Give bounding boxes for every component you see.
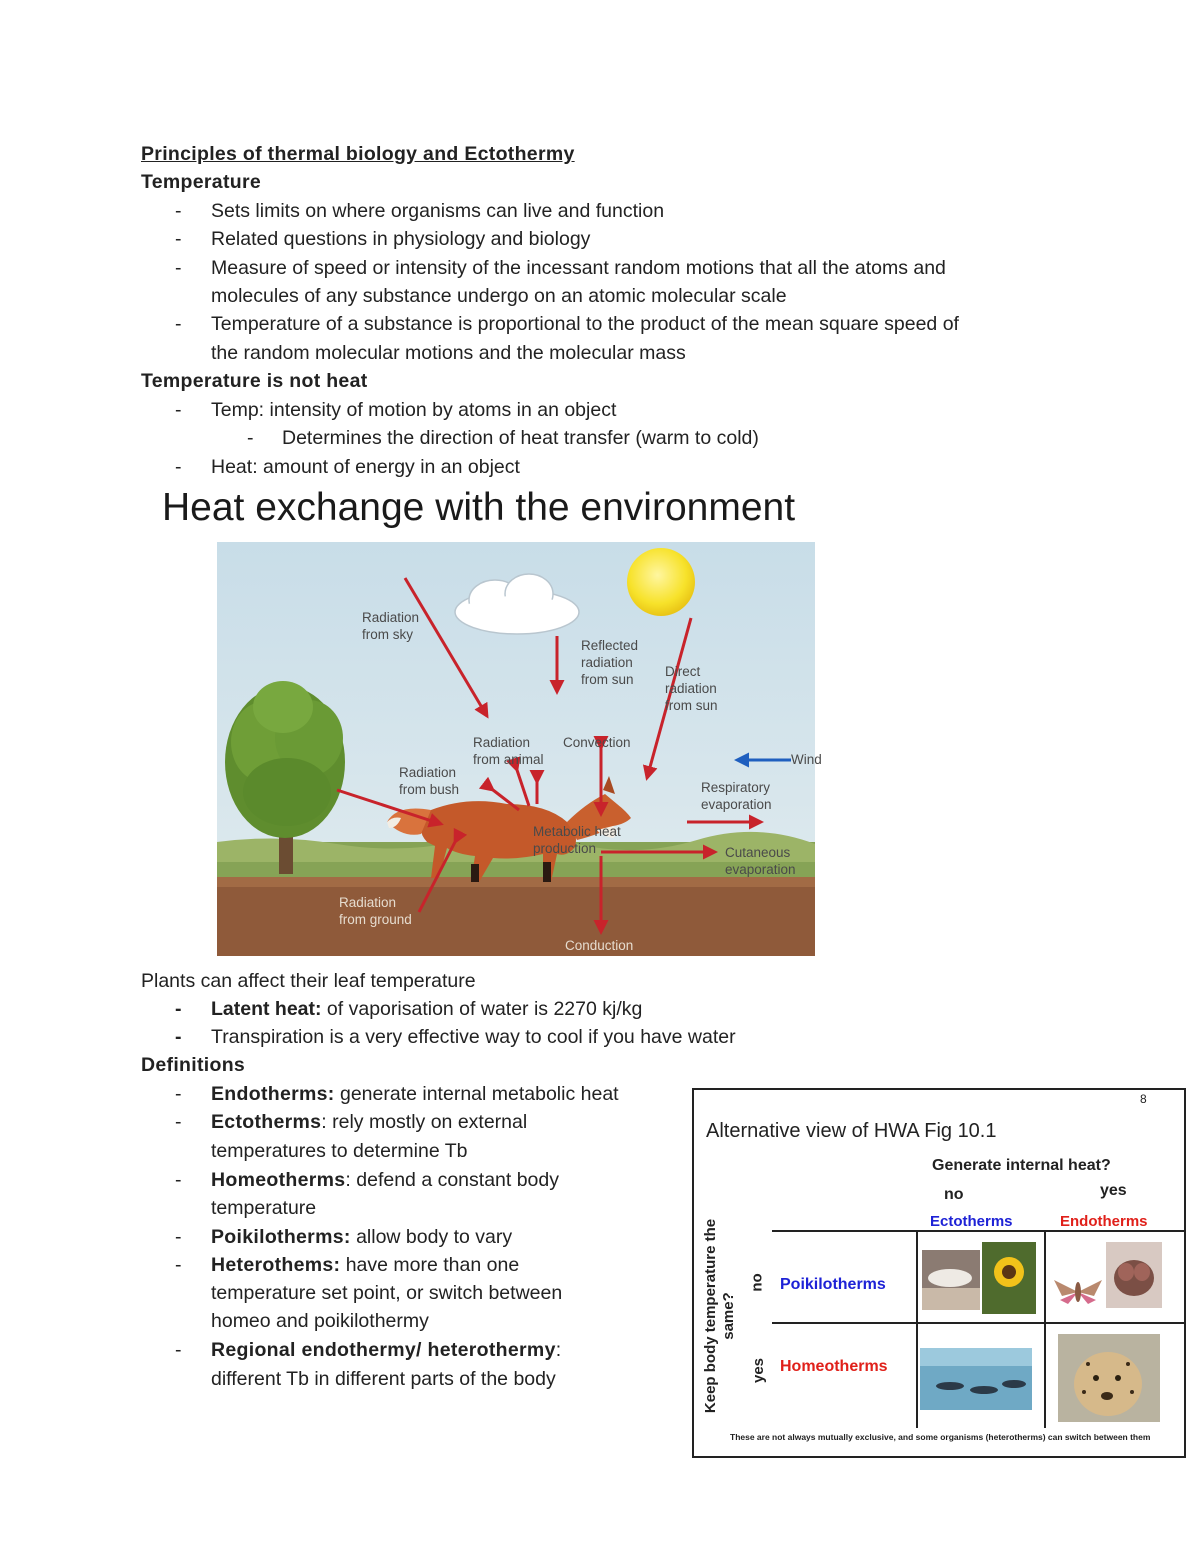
- grid-line: [772, 1230, 1186, 1232]
- label-respiratory: evaporation: [701, 797, 772, 812]
- temperature-bullet: Temperature of a substance is proportional to the product of the mean square speed of: [211, 313, 959, 335]
- sun-icon: [627, 548, 695, 616]
- def-text-cont: temperature set point, or switch between: [211, 1282, 563, 1304]
- def-label: Heterothems:: [211, 1254, 341, 1276]
- lizard-photo: [922, 1250, 980, 1310]
- label-metabolic: production: [533, 841, 597, 856]
- generate-heat-label: Generate internal heat?: [932, 1157, 1111, 1174]
- def-text-cont: homeo and poikilothermy: [211, 1310, 429, 1332]
- def-label: Poikilotherms:: [211, 1226, 351, 1248]
- temperature-bullet: Related questions in physiology and biology: [211, 228, 591, 250]
- label-respiratory: Respiratory: [701, 780, 771, 795]
- latent-heat-text: of vaporisation of water is 2270 kj/kg: [321, 998, 643, 1020]
- grid-line: [1044, 1230, 1046, 1428]
- label-direct: from sun: [665, 698, 718, 713]
- latent-heat-label: Latent heat:: [211, 998, 322, 1020]
- def-text-cont: temperature: [211, 1197, 317, 1219]
- def-label: Ectotherms: [211, 1111, 322, 1133]
- def-label: Homeotherms: [211, 1169, 346, 1191]
- bullet-dash: -: [175, 1169, 182, 1191]
- def-text: : rely mostly on external: [321, 1111, 528, 1133]
- label-reflected: radiation: [581, 655, 633, 670]
- def-heterotherms: [211, 1251, 519, 1279]
- def-text: have more than one: [340, 1254, 520, 1276]
- bat-photo: [1106, 1242, 1162, 1308]
- def-ectotherms: [211, 1108, 527, 1136]
- grid-line: [916, 1230, 918, 1428]
- bullet-dash: -: [175, 228, 182, 250]
- def-text: :: [555, 1339, 562, 1361]
- label-direct: Direct: [665, 664, 701, 679]
- moth-photo: [1050, 1274, 1106, 1310]
- label-metabolic: Metabolic heat: [533, 824, 621, 839]
- label-cutaneous: evaporation: [725, 862, 796, 877]
- label-radiation-animal: Radiation: [473, 735, 531, 750]
- keep-temp-line: same?: [720, 1292, 737, 1340]
- definitions-heading: Definitions: [141, 1054, 246, 1076]
- col-yes: yes: [1100, 1182, 1127, 1199]
- sunflower-photo: [982, 1242, 1036, 1314]
- temperature-bullet: Measure of speed or intensity of the incessant random motions that all the atoms and: [211, 257, 946, 279]
- endotherms-label: Endotherms: [1060, 1213, 1148, 1230]
- cheetah-photo: [1058, 1334, 1160, 1422]
- def-label: Regional endothermy/ heterothermy: [211, 1339, 556, 1361]
- hwa-figure: [692, 1088, 1186, 1458]
- label-direct: radiation: [665, 681, 717, 696]
- def-poikilotherms: [211, 1223, 512, 1251]
- bullet-dash: -: [175, 456, 182, 478]
- bullet-dash: -: [175, 1339, 182, 1361]
- homeotherms-label: Homeotherms: [780, 1358, 888, 1375]
- def-label: Endotherms:: [211, 1083, 335, 1105]
- def-text-cont: temperatures to determine Tb: [211, 1140, 468, 1162]
- bullet-dash: -: [175, 313, 182, 335]
- row-yes: yes: [750, 1357, 768, 1384]
- label-cutaneous: Cutaneous: [725, 845, 791, 860]
- ground: [217, 877, 815, 956]
- label-radiation-bush: Radiation: [399, 765, 457, 780]
- def-regional: [211, 1336, 561, 1364]
- grid-line: [772, 1322, 1186, 1324]
- label-conduction: Conduction: [565, 938, 634, 953]
- row-no: no: [748, 1273, 766, 1292]
- label-radiation-ground: Radiation: [339, 895, 397, 910]
- poikilotherms-label: Poikilotherms: [780, 1276, 886, 1293]
- bullet-dash: -: [175, 399, 182, 421]
- document-title: Principles of thermal biology and Ectothermy: [141, 143, 575, 165]
- label-radiation-sky: from sky: [362, 627, 414, 642]
- def-text: allow body to vary: [350, 1226, 513, 1248]
- def-endotherms: [211, 1080, 619, 1108]
- label-convection: Convection: [563, 735, 631, 750]
- keep-temp-label: [702, 1196, 738, 1436]
- plants-intro: Plants can affect their leaf temperature: [141, 970, 476, 992]
- not-heat-heading: Temperature is not heat: [141, 370, 368, 392]
- def-text: generate internal metabolic heat: [334, 1083, 619, 1105]
- bullet-dash: -: [175, 998, 182, 1020]
- heat-exchange-diagram: [217, 542, 822, 956]
- label-radiation-bush: from bush: [399, 782, 460, 797]
- latent-heat-bullet: [211, 995, 642, 1023]
- col-no: no: [944, 1186, 964, 1203]
- bullet-dash: -: [175, 1111, 182, 1133]
- transpiration-bullet: Transpiration is a very effective way to cool if you have water: [211, 1026, 736, 1048]
- slide-number: 8: [1140, 1092, 1147, 1106]
- temp-sub-bullet: Determines the direction of heat transfer (warm to cold): [282, 427, 759, 449]
- hwa-title: Alternative view of HWA Fig 10.1: [706, 1120, 997, 1142]
- label-wind: Wind: [791, 752, 822, 767]
- bullet-dash: -: [175, 200, 182, 222]
- temperature-bullet: Sets limits on where organisms can live and function: [211, 200, 665, 222]
- hwa-footnote: These are not always mutually exclusive, and some organisms (heterotherms) can switch between them: [730, 1432, 1151, 1442]
- ectotherms-label: Ectotherms: [930, 1213, 1013, 1230]
- def-text-cont: different Tb in different parts of the body: [211, 1368, 556, 1390]
- temperature-heading: Temperature: [141, 171, 261, 193]
- bullet-dash: -: [175, 1254, 182, 1276]
- def-text: : defend a constant body: [345, 1169, 559, 1191]
- heat-bullet: Heat: amount of energy in an object: [211, 456, 520, 478]
- keep-temp-line: Keep body temperature the: [702, 1218, 719, 1414]
- bullet-dash: -: [247, 427, 254, 449]
- temperature-bullet-cont: molecules of any substance undergo on an atomic molecular scale: [211, 285, 787, 307]
- temperature-bullet-cont: the random molecular motions and the molecular mass: [211, 342, 686, 364]
- label-reflected: Reflected: [581, 638, 639, 653]
- label-reflected: from sun: [581, 672, 634, 687]
- label-radiation-animal: from animal: [473, 752, 544, 767]
- def-homeotherms: [211, 1166, 559, 1194]
- bullet-dash: -: [175, 1226, 182, 1248]
- label-radiation-ground: from ground: [339, 912, 412, 927]
- temp-bullet: Temp: intensity of motion by atoms in an object: [211, 399, 617, 421]
- figure-title: Heat exchange with the environment: [162, 486, 796, 529]
- bullet-dash: -: [175, 257, 182, 279]
- bullet-dash: -: [175, 1026, 182, 1048]
- label-radiation-sky: Radiation: [362, 610, 420, 625]
- bullet-dash: -: [175, 1083, 182, 1105]
- fish-photo: [920, 1348, 1032, 1410]
